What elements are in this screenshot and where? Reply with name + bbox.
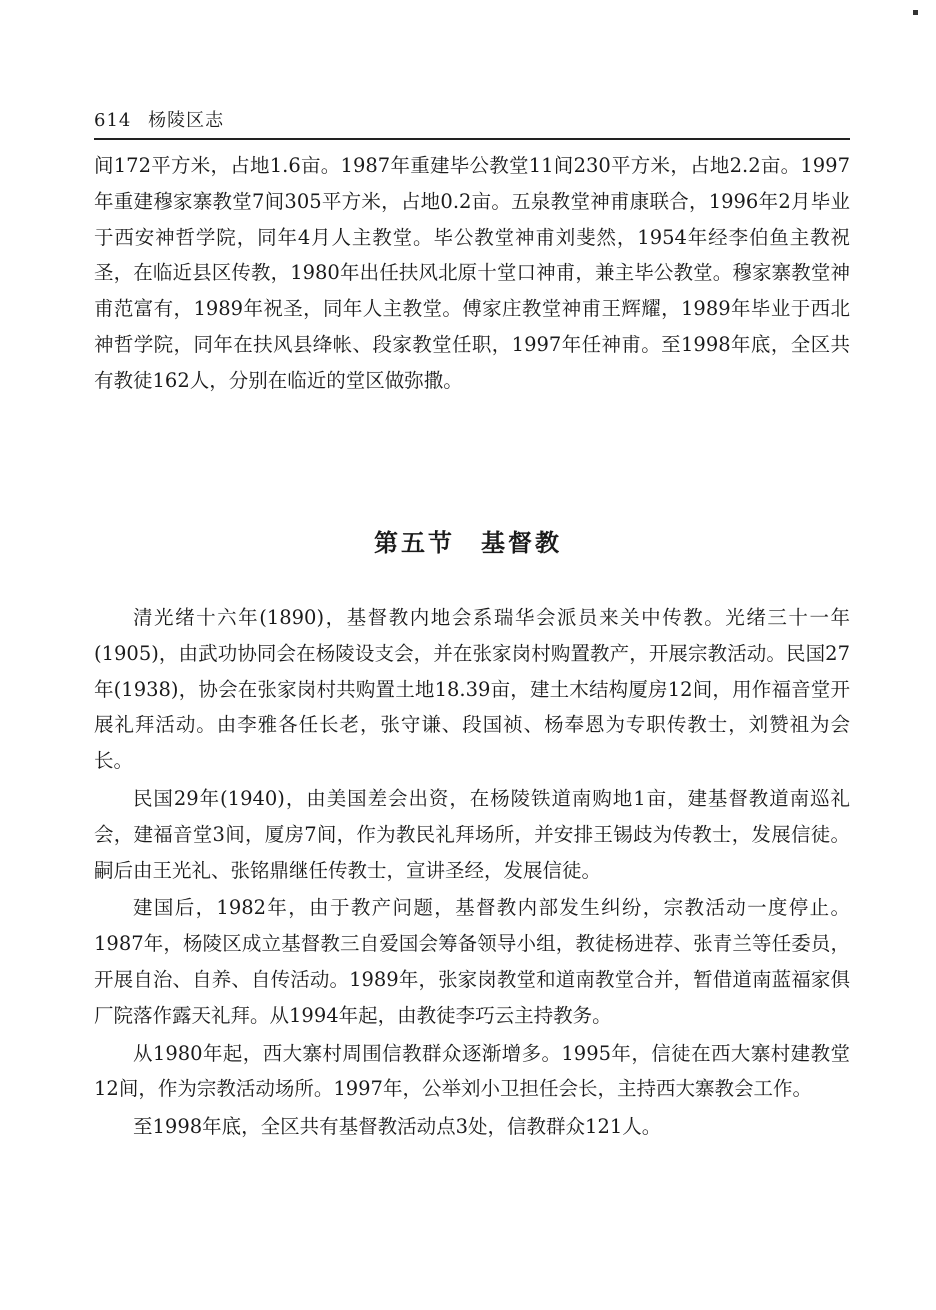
body-paragraph: 从1980年起，西大寨村周围信教群众逐渐增多。1995年，信徒在西大寨村建教堂12间，作为宗教活动场所。1997年，公举刘小卫担任会长，主持西大寨教会工作。 [94,1041,850,1101]
header-rule [94,138,850,140]
body-paragraph: 建国后，1982年，由于教产问题，基督教内部发生纠纷，宗教活动一度停止。1987年，杨陵区成立基督教三自爱国会筹备领导小组，教徒杨进荐、张青兰等任委员，开展自治、自养、自传活动。1989年，张家岗教堂和道南教堂合并，暂借道南蓝福家俱厂院落作露天礼拜。从1994年起，由教徒李巧云主持教务。 [94,896,850,1027]
scan-mark [913,10,918,15]
section-title: 基督教 [481,528,562,557]
continued-paragraph: 间172平方米，占地1.6亩。1987年重建毕公教堂11间230平方米，占地2.2亩。1997年重建穆家寨教堂7间305平方米，占地0.2亩。五泉教堂神甫康联合，1996年2月毕业于西安神哲学院，同年4月人主教堂。毕公教堂神甫刘斐然，1954年经李伯鱼主教祝圣，在临近县区传教，1980年出任扶风北原十堂口神甫，兼主毕公教堂。穆家寨教堂神甫范富有，1989年祝圣，同年人主教堂。傅家庄教堂神甫王辉耀，1989年毕业于西北神哲学院，同年在扶风县绛帐、段家教堂任职，1997年任神甫。至1998年底，全区共有教徒162人，分别在临近的堂区做弥撒。 [94,154,850,392]
body-paragraph: 至1998年底，全区共有基督教活动点3处，信教群众121人。 [133,1115,662,1139]
continued-section [94,148,850,399]
body-paragraph: 清光绪十六年(1890)，基督教内地会系瑞华会派员来关中传教。光绪三十一年(1905)，由武功协同会在杨陵设支会，并在张家岗村购置教产，开展宗教活动。民国27年(1938)，协会在张家岗村共购置土地18.39亩，建土木结构厦房12间，用作福音堂开展礼拜活动。由李雅各任长老，张守谦、段国祯、杨奉恩为专职传教士，刘赞祖为会长。 [94,606,850,773]
section-heading [0,523,936,558]
section-body [94,600,850,1145]
section-number: 第五节 [374,528,455,557]
body-paragraph: 民国29年(1940)，由美国差会出资，在杨陵铁道南购地1亩，建基督教道南巡礼会，建福音堂3间，厦房7间，作为教民礼拜场所，并安排王锡歧为传教士，发展信徒。嗣后由王光礼、张铭鼎继任传教士，宣讲圣经，发展信徒。 [94,786,850,882]
book-title: 杨陵区志 [148,110,225,131]
running-header [94,106,850,132]
page-number: 614 [94,110,132,131]
